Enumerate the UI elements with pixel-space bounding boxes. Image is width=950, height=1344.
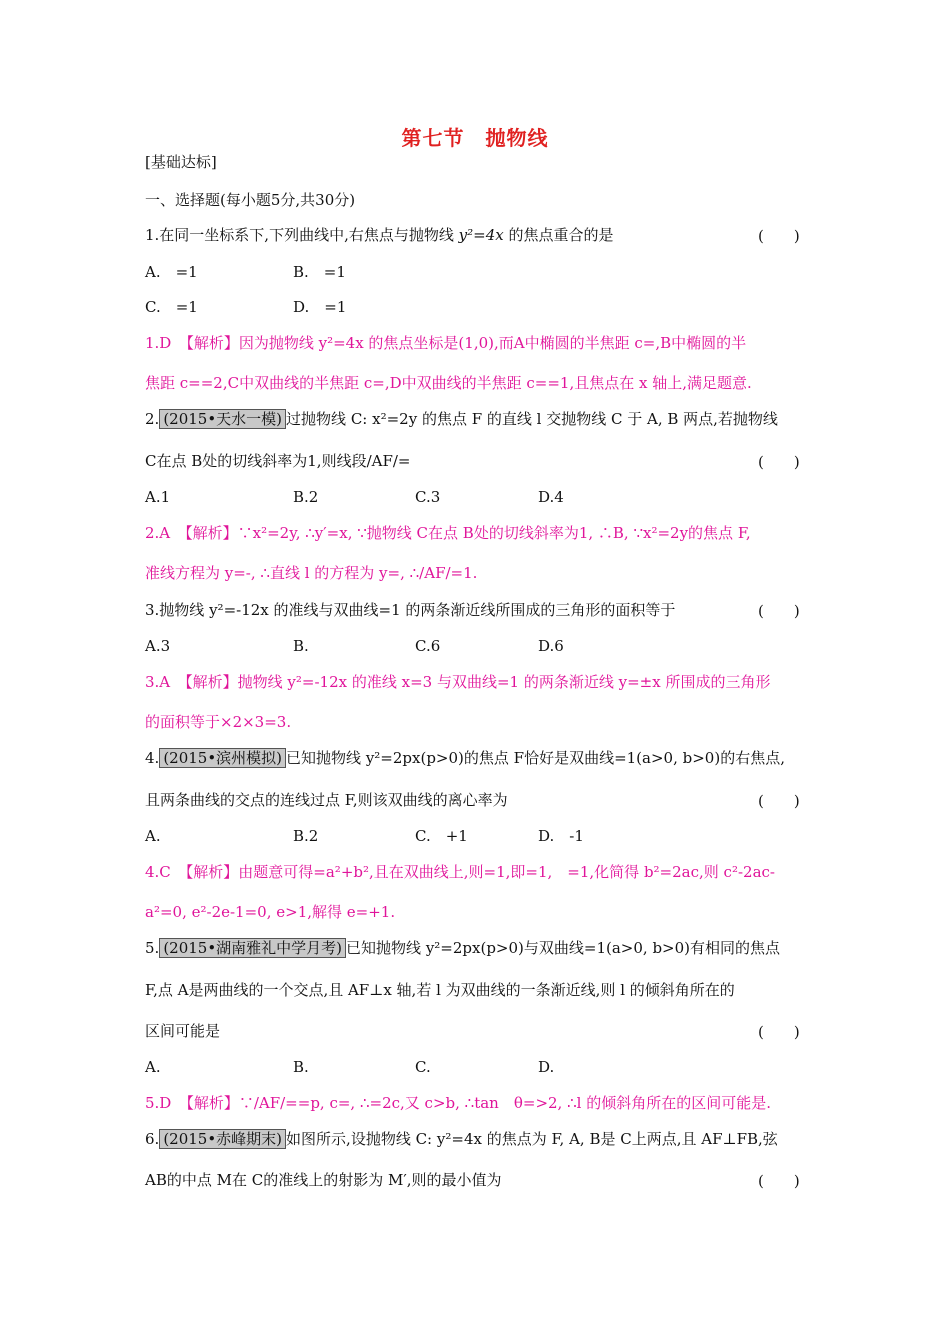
question-5-source-tag: (2015•湖南雅礼中学月考) [159,938,346,958]
answer-blank: ( ) [758,1023,800,1041]
question-1-solution-line-1: 1.D 【解析】因为抛物线 y²=4x 的焦点坐标是(1,0),而A中椭圆的半焦距 c=,B中椭圆的半 [145,334,747,352]
answer-blank: ( ) [758,602,800,620]
question-2-option-d: D.4 [538,488,564,506]
question-4-stem-line-2: 且两条曲线的交点的连线过点 F,则该双曲线的离心率为 [145,791,508,809]
question-4-option-d: D. -1 [538,827,584,845]
question-3-option-a: A.3 [145,637,171,655]
question-4-stem-line-1: 4. (2015•滨州模拟) 已知抛物线 y²=2px(p>0)的焦点 F恰好是双曲线=1(a>0, b>0)的右焦点, [145,749,785,767]
question-2-stem-line-1: 2. (2015•天水一模) 过抛物线 C: x²=2y 的焦点 F 的直线 l 交抛物线 C 于 A, B 两点,若抛物线 [145,410,778,428]
question-2-option-b: B.2 [293,488,319,506]
answer-blank: ( ) [758,1172,800,1190]
question-4-solution-line-1: 4.C 【解析】由题意可得=a²+b²,且在双曲线上,则=1,即=1, =1,化简得 b²=2ac,则 c²-2ac- [145,863,775,881]
answer-blank: ( ) [758,227,800,245]
question-5-stem-line-2: F,点 A是两曲线的一个交点,且 AF⊥x 轴,若 l 为双曲线的一条渐近线,则 l 的倾斜角所在的 [145,981,735,999]
question-5-option-a: A. [145,1058,161,1076]
question-5-option-d: D. [538,1058,555,1076]
answer-blank: ( ) [758,792,800,810]
question-2-option-a: A.1 [145,488,171,506]
question-4-solution-line-2: a²=0, e²-2e-1=0, e>1,解得 e=+1. [145,903,396,921]
question-4-option-b: B.2 [293,827,319,845]
question-2-option-c: C.3 [415,488,441,506]
question-5-stem-line-3: 区间可能是 [145,1022,221,1040]
question-2-solution-line-2: 准线方程为 y=-, ∴直线 l 的方程为 y=, ∴/AF/=1. [145,564,478,582]
question-5-option-b: B. [293,1058,309,1076]
part-heading: 一、选择题(每小题5分,共30分) [145,191,356,209]
question-1-formula: y²=4x [458,226,504,244]
question-6-stem-line-2: AB的中点 M在 C的准线上的射影为 M′,则的最小值为 [145,1171,502,1189]
question-4-option-a: A. [145,827,161,845]
question-1-option-a: A. =1 [145,263,198,281]
question-6-stem-line-1: 6. (2015•赤峰期末) 如图所示,设抛物线 C: y²=4x 的焦点为 F, A, B是 C上两点,且 AF⊥FB,弦 [145,1130,778,1148]
question-3-option-b: B. [293,637,309,655]
question-1-option-d: D. =1 [293,298,347,316]
question-1-stem: 1.在同一坐标系下,下列曲线中,右焦点与抛物线 y²=4x 的焦点重合的是 [145,226,614,244]
question-2-source-tag: (2015•天水一模) [159,409,286,429]
question-3-solution-line-1: 3.A 【解析】抛物线 y²=-12x 的准线 x=3 与双曲线=1 的两条渐近线 y=±x 所围成的三角形 [145,673,771,691]
question-1-option-b: B. =1 [293,263,346,281]
question-1-solution-line-2: 焦距 c==2,C中双曲线的半焦距 c=,D中双曲线的半焦距 c==1,且焦点在 x 轴上,满足题意. [145,374,752,392]
question-4-source-tag: (2015•滨州模拟) [159,748,286,768]
section-label: [基础达标] [145,153,217,171]
question-6-source-tag: (2015•赤峰期末) [159,1129,286,1149]
question-2-solution-line-1: 2.A 【解析】∵x²=2y, ∴y′=x, ∵抛物线 C在点 B处的切线斜率为1, ∴B, ∵x²=2y的焦点 F, [145,524,751,542]
question-1-option-c: C. =1 [145,298,198,316]
page-title: 第七节 抛物线 [401,126,549,150]
question-2-stem-line-2: C在点 B处的切线斜率为1,则线段/AF/= [145,452,411,470]
question-5-solution-line-1: 5.D 【解析】∵/AF/==p, c=, ∴=2c,又 c>b, ∴tan θ=>2, ∴l 的倾斜角所在的区间可能是. [145,1094,771,1112]
question-3-option-c: C.6 [415,637,441,655]
question-5-stem-line-1: 5. (2015•湖南雅礼中学月考) 已知抛物线 y²=2px(p>0)与双曲线=1(a>0, b>0)有相同的焦点 [145,939,781,957]
question-3-option-d: D.6 [538,637,564,655]
question-4-option-c: C. +1 [415,827,468,845]
answer-blank: ( ) [758,453,800,471]
question-5-option-c: C. [415,1058,431,1076]
question-3-stem: 3.抛物线 y²=-12x 的准线与双曲线=1 的两条渐近线所围成的三角形的面积等于 [145,601,676,619]
question-3-solution-line-2: 的面积等于×2×3=3. [145,713,292,731]
